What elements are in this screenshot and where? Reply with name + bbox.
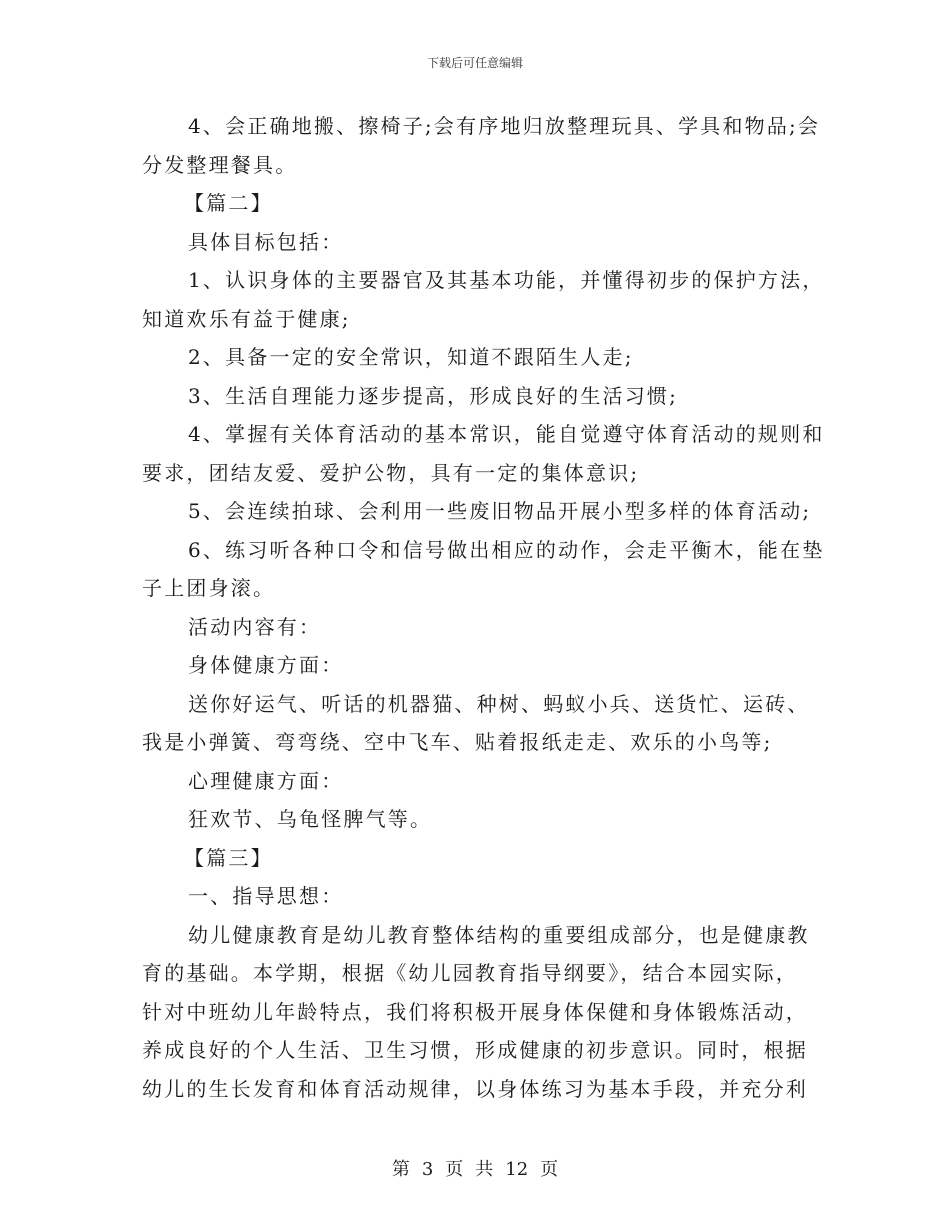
text-line: 我是小弹簧、弯弯绕、空中飞车、贴着报纸走走、欢乐的小鸟等;	[142, 730, 773, 754]
text-line: 4、掌握有关体育活动的基本常识，能自觉遵守体育活动的规则和	[188, 422, 825, 446]
text-line: 一、指导思想：	[188, 884, 344, 908]
page-footer	[0, 1155, 950, 1181]
text-line: 送你好运气、听话的机器猫、种树、蚂蚁小兵、送货忙、运砖、	[188, 691, 810, 716]
text-line: 育的基础。本学期，根据《幼儿园教育指导纲要》，结合本园实际，	[142, 961, 798, 985]
text-line: 具体目标包括：	[188, 229, 344, 254]
text-line: 身体健康方面：	[188, 653, 344, 677]
text-line: 狂欢节、乌龟怪脾气等。	[188, 807, 433, 831]
page-header: 下载后可任意编辑	[426, 56, 523, 70]
text-line: 养成良好的个人生活、卫生习惯，形成健康的初步意识。同时，根据	[142, 1038, 808, 1062]
text-line: 4、会正确地搬、擦椅子;会有序地归放整理玩具、学具和物品;会	[188, 114, 821, 138]
text-line: 要求，团结友爱、爱护公物，具有一定的集体意识;	[142, 460, 640, 485]
text-line: 活动内容有：	[188, 614, 322, 639]
footer-total-unit: 页	[540, 1159, 559, 1180]
text-line: 分发整理餐具。	[142, 152, 298, 177]
text-line: 幼儿的生长发育和体育活动规律，以身体练习为基本手段，并充分利	[142, 1076, 808, 1101]
text-line: 5、会连续拍球、会利用一些废旧物品开展小型多样的体育活动;	[188, 499, 812, 523]
document-body	[142, 107, 825, 1108]
text-line: 【篇三】	[184, 845, 273, 870]
footer-total-label: 共	[475, 1159, 494, 1180]
text-line: 知道欢乐有益于健康;	[142, 306, 351, 331]
text-line: 幼儿健康教育是幼儿教育整体结构的重要组成部分，也是健康教	[188, 922, 810, 947]
text-line: 6、练习听各种口令和信号做出相应的动作，会走平衡木，能在垫	[188, 537, 825, 562]
footer-page-number: 3	[421, 1159, 434, 1180]
text-line: 子上团身滚。	[142, 576, 276, 600]
text-line: 心理健康方面：	[188, 768, 344, 793]
text-line: 3、生活自理能力逐步提高，形成良好的生活习惯;	[188, 383, 679, 408]
footer-total-pages: 12	[505, 1159, 529, 1180]
footer-page-label: 第	[391, 1159, 410, 1180]
text-line: 2、具备一定的安全常识，知道不跟陌生人走;	[188, 345, 634, 369]
text-line: 1、认识身体的主要器官及其基本功能，并懂得初步的保护方法，	[188, 268, 825, 292]
text-line: 针对中班幼儿年龄特点，我们将积极开展身体保健和身体锻炼活动，	[142, 999, 808, 1024]
text-line: 【篇二】	[184, 191, 273, 215]
footer-page-unit: 页	[445, 1159, 464, 1180]
